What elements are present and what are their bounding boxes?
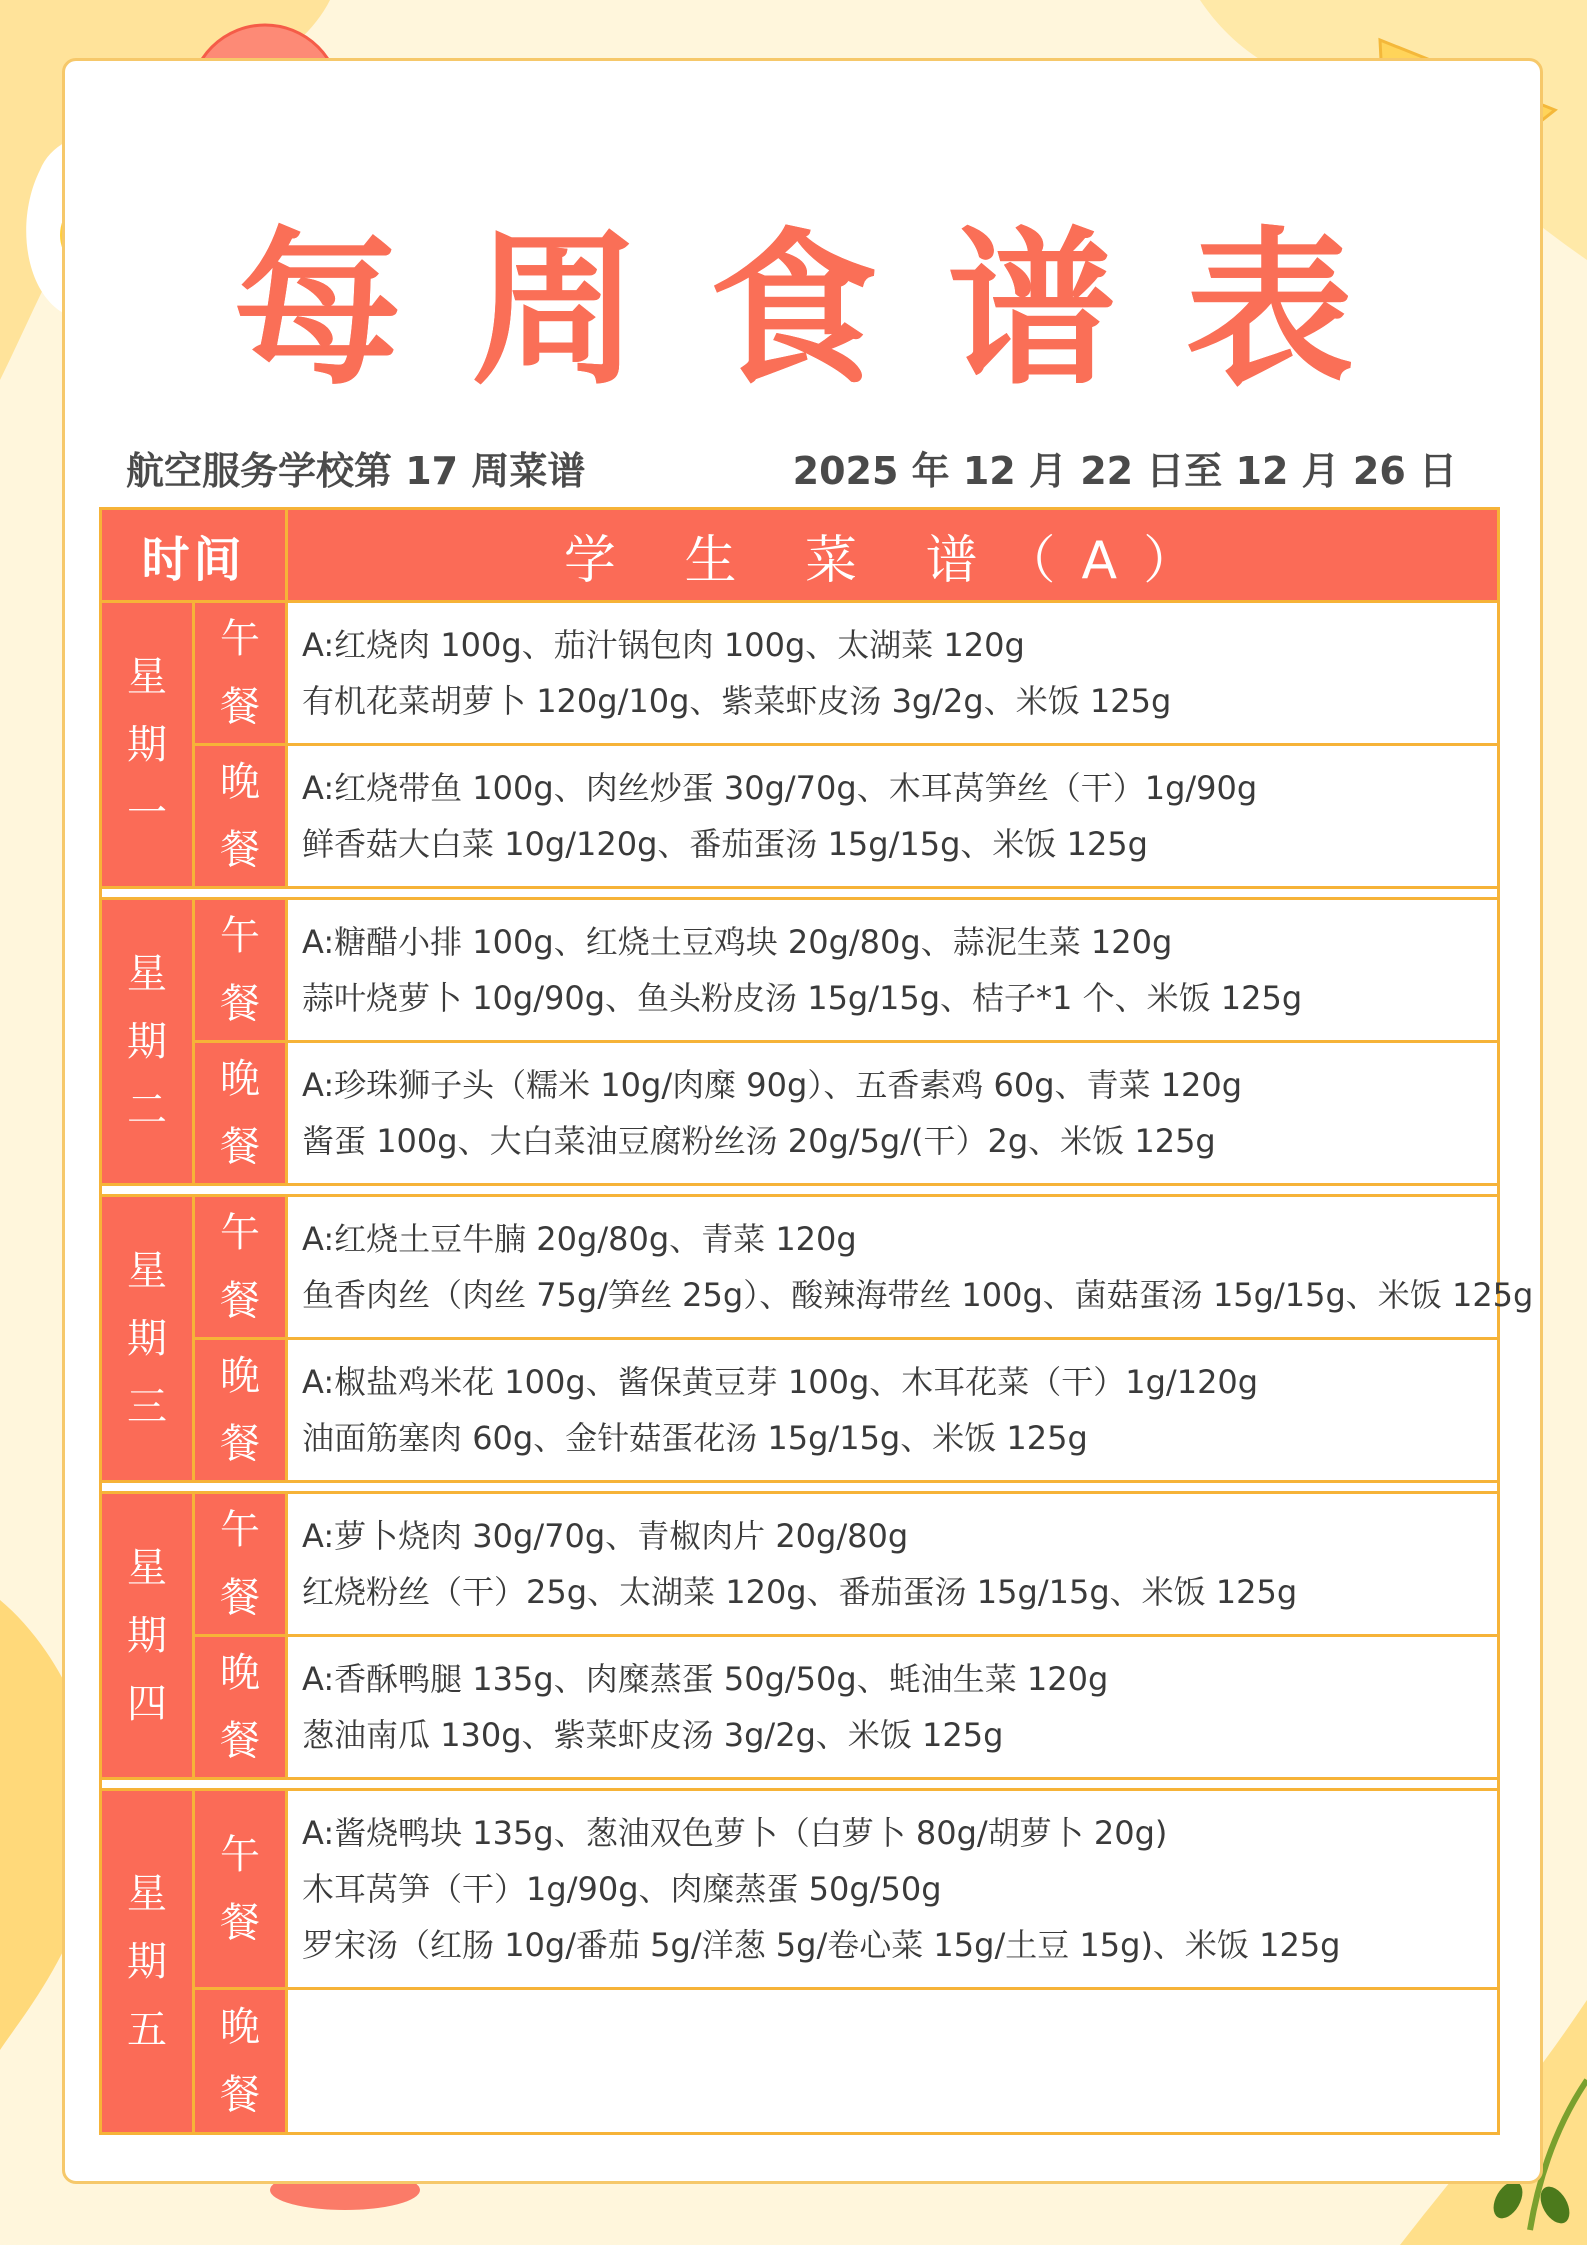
title-char: 周 <box>471 212 640 408</box>
dish-line: 蒜叶烧萝卜 10g/90g、鱼头粉皮汤 15g/15g、桔子*1 个、米饭 125g <box>302 979 1303 1017</box>
dish-line: A:酱烧鸭块 135g、葱油双色萝卜（白萝卜 80g/胡萝卜 20g) <box>302 1814 1168 1852</box>
day-char: 星 <box>127 1870 167 1917</box>
lunch-label <box>194 602 287 745</box>
day-char: 星 <box>127 653 167 700</box>
lunch-menu <box>287 1196 1534 1339</box>
day-char: 期 <box>127 1612 167 1659</box>
meal-char: 午 <box>220 1832 260 1878</box>
dinner-row <box>101 745 1499 888</box>
day-char: 星 <box>127 1247 167 1294</box>
meal-char: 晚 <box>220 1353 260 1399</box>
day-char: 二 <box>127 1086 167 1133</box>
meal-char: 餐 <box>220 1124 260 1170</box>
meal-char: 餐 <box>220 1900 260 1946</box>
day-char: 星 <box>127 950 167 997</box>
dinner-row <box>101 1042 1499 1185</box>
meal-char: 餐 <box>220 684 260 730</box>
page-title <box>0 212 1587 408</box>
dish-line: A:红烧肉 100g、茄汁锅包肉 100g、太湖菜 120g <box>302 626 1025 664</box>
day-char: 期 <box>127 721 167 768</box>
meal-char: 午 <box>220 913 260 959</box>
lunch-label <box>194 1196 287 1339</box>
dish-line: A:珍珠狮子头（糯米 10g/肉糜 90g）、五香素鸡 60g、青菜 120g <box>302 1066 1243 1104</box>
dish-line: 葱油南瓜 130g、紫菜虾皮汤 3g/2g、米饭 125g <box>302 1716 1004 1754</box>
lunch-menu <box>287 1790 1499 1989</box>
day-char: 期 <box>127 1315 167 1362</box>
day-cell <box>101 1493 194 1779</box>
dish-line: 油面筋塞肉 60g、金针菇蛋花汤 15g/15g、米饭 125g <box>302 1419 1088 1457</box>
dinner-menu <box>287 1042 1499 1185</box>
lunch-row <box>101 602 1499 745</box>
dish-line: A:红烧带鱼 100g、肉丝炒蛋 30g/70g、木耳莴笋丝（干）1g/90g <box>302 769 1258 807</box>
dish-line: 罗宋汤（红肠 10g/番茄 5g/洋葱 5g/卷心菜 15g/土豆 15g)、米饭 125g <box>302 1926 1341 1964</box>
title-char: 食 <box>709 212 878 408</box>
lunch-menu <box>287 899 1499 1042</box>
day-cell <box>101 1196 194 1482</box>
meal-char: 餐 <box>220 2072 260 2118</box>
dinner-row <box>101 1339 1499 1482</box>
meal-char: 午 <box>220 616 260 662</box>
dinner-label <box>194 1989 287 2134</box>
dinner-menu <box>287 1636 1499 1779</box>
day-char: 期 <box>127 1938 167 1985</box>
dinner-row <box>101 1636 1499 1779</box>
day-cell <box>101 899 194 1185</box>
separator-cell <box>101 1482 1499 1493</box>
day-char: 一 <box>127 789 167 836</box>
dish-line: A:糖醋小排 100g、红烧土豆鸡块 20g/80g、蒜泥生菜 120g <box>302 923 1173 961</box>
meal-char: 餐 <box>220 1718 260 1764</box>
lunch-menu <box>287 1493 1499 1636</box>
meal-char: 晚 <box>220 2004 260 2050</box>
day-cell <box>101 1790 194 2134</box>
table-header-row <box>101 509 1499 602</box>
day-separator <box>101 1185 1499 1196</box>
day-char: 三 <box>127 1383 167 1430</box>
day-separator <box>101 1779 1499 1790</box>
date-range: 2025 年 12 月 22 日至 12 月 26 日 <box>792 449 1457 493</box>
dish-line: 鲜香菇大白菜 10g/120g、番茄蛋汤 15g/15g、米饭 125g <box>302 825 1148 863</box>
lunch-label <box>194 1493 287 1636</box>
day-char: 星 <box>127 1544 167 1591</box>
menu-header: 学 生 菜 谱（A） <box>287 509 1499 602</box>
lunch-label <box>194 899 287 1042</box>
dish-line: 有机花菜胡萝卜 120g/10g、紫菜虾皮汤 3g/2g、米饭 125g <box>302 682 1172 720</box>
dinner-menu <box>287 745 1499 888</box>
meal-char: 餐 <box>220 1575 260 1621</box>
meal-char: 餐 <box>220 1421 260 1467</box>
meal-char: 晚 <box>220 1650 260 1696</box>
day-char: 五 <box>127 2006 167 2053</box>
title-char: 表 <box>1185 212 1354 408</box>
lunch-menu <box>287 602 1499 745</box>
lunch-row <box>101 1196 1499 1339</box>
dish-line: A:红烧土豆牛腩 20g/80g、青菜 120g <box>302 1220 857 1258</box>
dish-line: 鱼香肉丝（肉丝 75g/笋丝 25g）、酸辣海带丝 100g、菌菇蛋汤 15g/15g、米饭 125g <box>302 1276 1534 1314</box>
dish-line: A:香酥鸭腿 135g、肉糜蒸蛋 50g/50g、蚝油生菜 120g <box>302 1660 1109 1698</box>
lunch-row <box>101 899 1499 1042</box>
separator-cell <box>101 1185 1499 1196</box>
dinner-label <box>194 1042 287 1185</box>
day-separator <box>101 1482 1499 1493</box>
meal-char: 午 <box>220 1507 260 1553</box>
dish-line: 酱蛋 100g、大白菜油豆腐粉丝汤 20g/5g/(干）2g、米饭 125g <box>302 1122 1216 1160</box>
menu-table <box>99 507 1534 2135</box>
day-char: 期 <box>127 1018 167 1065</box>
lunch-label <box>194 1790 287 1989</box>
meal-char: 餐 <box>220 827 260 873</box>
lunch-row <box>101 1790 1499 1989</box>
lunch-row <box>101 1493 1499 1636</box>
dish-line: 红烧粉丝（干）25g、太湖菜 120g、番茄蛋汤 15g/15g、米饭 125g <box>302 1573 1298 1611</box>
meal-char: 午 <box>220 1210 260 1256</box>
title-char: 每 <box>233 212 402 408</box>
dinner-label <box>194 1636 287 1779</box>
separator-cell <box>101 888 1499 899</box>
meal-char: 晚 <box>220 759 260 805</box>
dish-line: 木耳莴笋（干）1g/90g、肉糜蒸蛋 50g/50g <box>302 1870 942 1908</box>
dish-line: A:椒盐鸡米花 100g、酱保黄豆芽 100g、木耳花菜（干）1g/120g <box>302 1363 1259 1401</box>
time-header: 时间 <box>101 509 287 602</box>
school-week-label: 航空服务学校第 17 周菜谱 <box>126 449 586 493</box>
dinner-menu <box>287 1989 1499 2134</box>
dish-line: A:萝卜烧肉 30g/70g、青椒肉片 20g/80g <box>302 1517 909 1555</box>
day-char: 四 <box>127 1680 167 1727</box>
meal-char: 餐 <box>220 1278 260 1324</box>
dinner-menu <box>287 1339 1499 1482</box>
title-char: 谱 <box>947 212 1116 408</box>
dinner-row <box>101 1989 1499 2134</box>
separator-cell <box>101 1779 1499 1790</box>
meal-char: 餐 <box>220 981 260 1027</box>
dinner-label <box>194 1339 287 1482</box>
day-separator <box>101 888 1499 899</box>
meal-char: 晚 <box>220 1056 260 1102</box>
day-cell <box>101 602 194 888</box>
dinner-label <box>194 745 287 888</box>
